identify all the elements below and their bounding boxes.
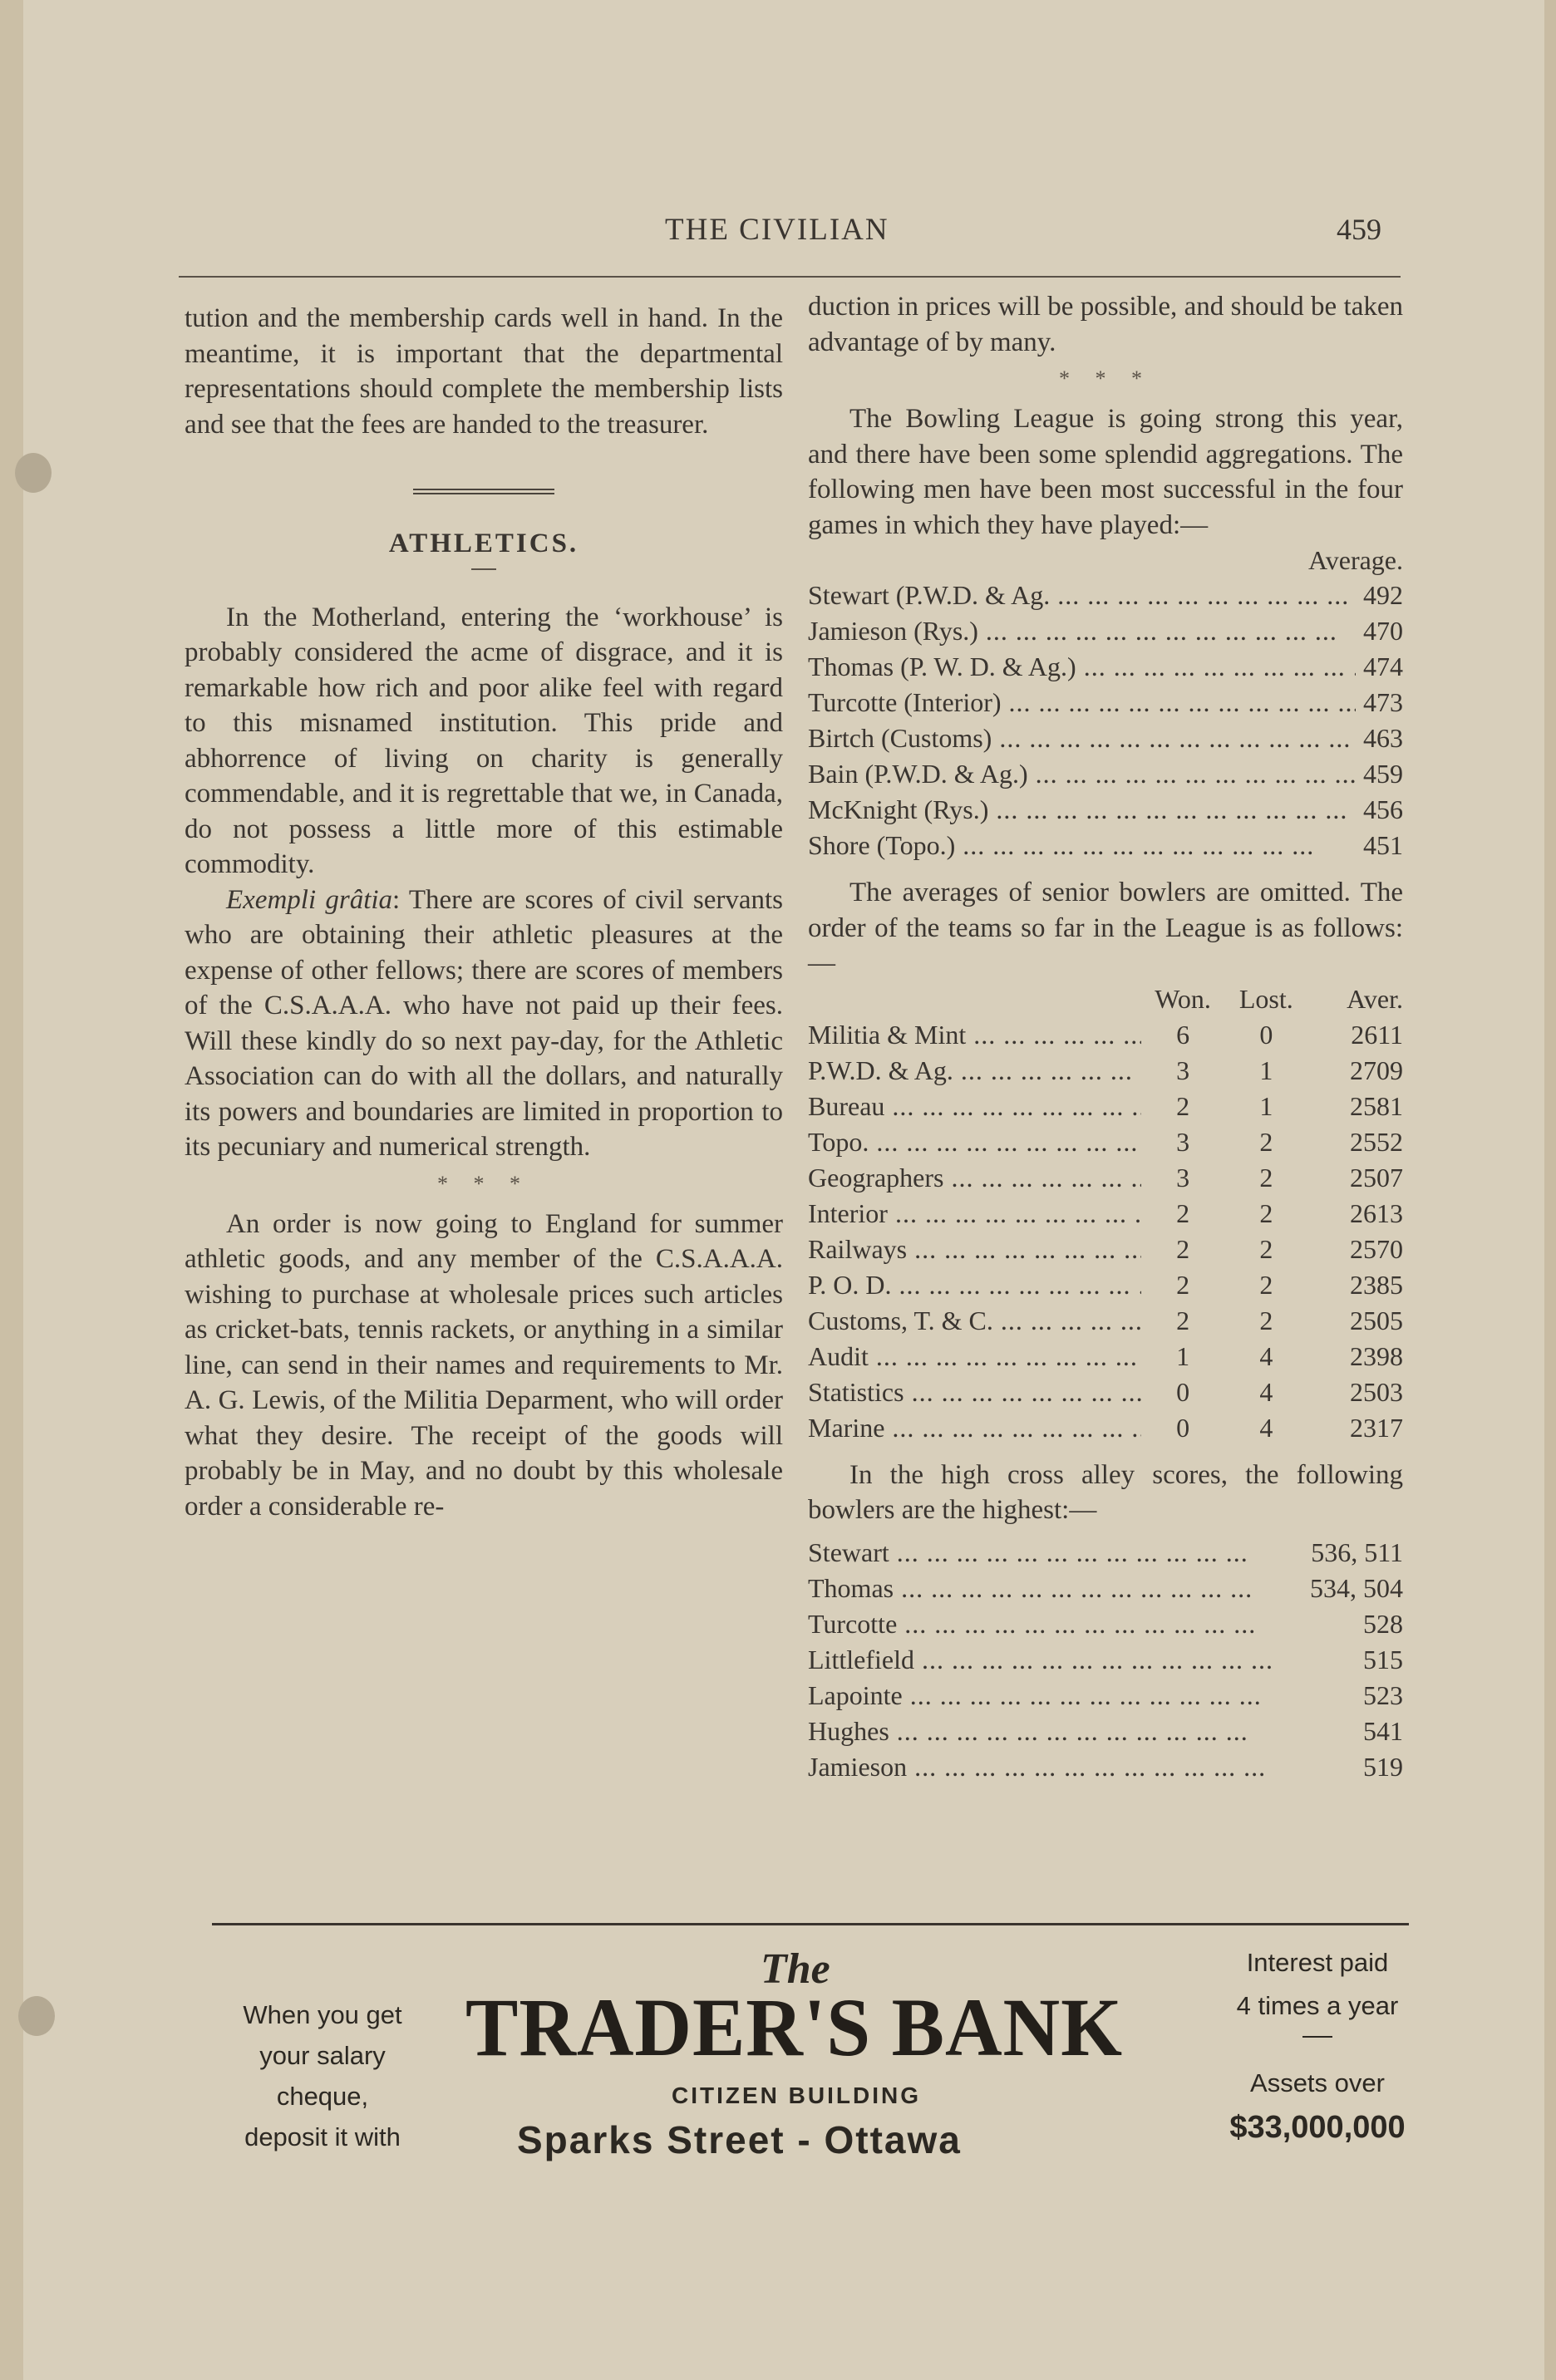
high-score-name-text: Turcotte ... . <box>808 1609 1256 1639</box>
high-score-values: 519 <box>1363 1751 1403 1782</box>
team-won: 2 <box>1176 1233 1190 1264</box>
high-score-row <box>808 1714 1403 1749</box>
ad-left-line: deposit it with <box>244 2122 401 2151</box>
high-score-row <box>808 1678 1403 1714</box>
bowler-name-text: Turcotte (Interior) ... . <box>808 687 1356 717</box>
ad-the: The <box>761 1945 830 1993</box>
athletics-paragraph-1: In the Motherland, entering the ‘workhouse’ is probably considered the acme of disgrace, and it is remarkable how rich and poor alike feel with regard to this misnamed institution. This pride and abhorrence of living on charity is generally commendable, and it is regrettable that we, in Canada, do not possess a little more of this estimable commodity. <box>185 602 783 879</box>
team-lost: 0 <box>1259 1019 1273 1050</box>
assets-label: Assets over <box>1250 2068 1385 2097</box>
team-lost: 2 <box>1259 1269 1273 1300</box>
interest-line-1: Interest paid <box>1246 1948 1389 1977</box>
bowler-averages-table <box>808 578 1403 863</box>
bowler-row <box>808 828 1403 863</box>
team-lost: 2 <box>1259 1162 1273 1192</box>
team-lost: 2 <box>1259 1197 1273 1228</box>
bowler-average: 474 <box>1363 652 1403 681</box>
team-name <box>808 1410 1141 1446</box>
section-divider <box>413 489 554 494</box>
team-lost: 2 <box>1259 1305 1273 1335</box>
bank-building: CITIZEN BUILDING <box>672 2082 921 2108</box>
ad-left-text <box>214 1994 431 2157</box>
bowler-name <box>808 720 1356 756</box>
bowling-intro: The Bowling League is going strong this year, and there have been some splendid aggregations. The following men have been most successful in the four games in which they have played:— <box>808 404 1403 540</box>
team-name <box>808 1089 1141 1124</box>
team-name-text: Railways ... . <box>808 1234 1141 1264</box>
high-score-row <box>808 1749 1403 1785</box>
team-average: 2552 <box>1350 1126 1403 1157</box>
team-row <box>808 1089 1403 1124</box>
team-name-text: Customs, T. & C. ... . <box>808 1306 1141 1335</box>
bowler-name-text: Birtch (Customs) ... . <box>808 723 1351 753</box>
high-score-name-text: Littlefield ... . <box>808 1645 1273 1674</box>
team-row <box>808 1017 1403 1053</box>
bowler-name-text: Stewart (P.W.D. & Ag. ... . <box>808 580 1356 610</box>
high-score-name-text: Hughes ... . <box>808 1716 1248 1746</box>
team-name-text: Geographers ... . <box>808 1163 1141 1192</box>
high-score-row <box>808 1571 1403 1606</box>
high-score-name <box>808 1535 1297 1571</box>
bowler-name <box>808 756 1356 792</box>
team-name <box>808 1053 1141 1089</box>
assets-amount: $33,000,000 <box>1229 2110 1406 2145</box>
high-score-values: 528 <box>1363 1608 1403 1639</box>
intro-paragraph: tution and the membership cards well in hand. In the meantime, it is important that the departmental representations should complete the membership lists and see that the fees are handed to the treasurer. <box>185 303 783 440</box>
team-name <box>808 1232 1141 1267</box>
continuation-paragraph: duction in prices will be possible, and should be taken advantage of by many. <box>808 292 1403 357</box>
latin-phrase: Exempli grâtia <box>226 884 393 915</box>
bowler-name <box>808 792 1356 828</box>
bowler-name <box>808 828 1356 863</box>
team-row <box>808 1232 1403 1267</box>
team-won: 0 <box>1176 1376 1190 1407</box>
footer-rule <box>212 1923 1409 1925</box>
team-name <box>808 1124 1141 1160</box>
team-lost: 4 <box>1259 1376 1273 1407</box>
team-lost: 4 <box>1259 1412 1273 1443</box>
bowler-average: 473 <box>1363 687 1403 717</box>
team-name-text: Interior ... . <box>808 1198 1141 1228</box>
high-score-name <box>808 1571 1297 1606</box>
team-row <box>808 1124 1403 1160</box>
bowler-row <box>808 685 1403 720</box>
bowler-average: 463 <box>1363 723 1403 753</box>
team-won: 3 <box>1176 1126 1190 1157</box>
high-scores-intro: In the high cross alley scores, the following bowlers are the highest:— <box>808 1459 1403 1525</box>
team-name-text: P.W.D. & Ag. ... . <box>808 1055 1141 1085</box>
ad-left-line: cheque, <box>276 2082 369 2111</box>
ad-left-line: your salary <box>259 2041 386 2070</box>
journal-title: THE CIVILIAN <box>665 213 889 247</box>
high-score-row <box>808 1606 1403 1642</box>
section-heading: ATHLETICS. <box>388 529 579 558</box>
team-lost: 1 <box>1259 1090 1273 1121</box>
team-row <box>808 1303 1403 1339</box>
ad-left-line: When you get <box>243 2000 402 2029</box>
high-score-values: 541 <box>1363 1715 1403 1746</box>
bowler-name <box>808 685 1356 720</box>
high-score-values: 523 <box>1363 1679 1403 1710</box>
team-won: 3 <box>1176 1162 1190 1192</box>
team-name <box>808 1267 1141 1303</box>
section-stars: * * * <box>1059 366 1152 391</box>
bank-address: Sparks Street - Ottawa <box>517 2118 962 2161</box>
athletics-paragraph-2 <box>185 883 783 1165</box>
team-name <box>808 1374 1141 1410</box>
high-score-values: 534, 504 <box>1310 1572 1403 1603</box>
bowler-name <box>808 578 1356 613</box>
team-row <box>808 1196 1403 1232</box>
team-row <box>808 1160 1403 1196</box>
team-name-text: Militia & Mint ... . <box>808 1020 1141 1050</box>
athletics-paragraph-3: An order is now going to England for summer athletic goods, and any member of the C.S.A.A.A. wishing to purchase at wholesale prices such articles as cricket-bats, tennis rackets, or anything in a similar line, can send in their names and requirements to Mr. A. G. Lewis, of the Militia Deparment, who will order what they desire. The receipt of the goods will probably be in May, and no doubt by this wholesale order a considerable re- <box>185 1208 783 1522</box>
section-stars: * * * <box>437 1171 530 1196</box>
high-score-name <box>808 1642 1297 1678</box>
team-won: 2 <box>1176 1197 1190 1228</box>
team-lost: 4 <box>1259 1340 1273 1371</box>
high-score-name-text: Stewart ... . <box>808 1537 1248 1567</box>
bowler-name-text: Jamieson (Rys.) ... . <box>808 616 1337 646</box>
team-row <box>808 1267 1403 1303</box>
header-rule <box>179 276 1401 278</box>
average-col-header: Aver. <box>1347 983 1403 1014</box>
teams-intro: The averages of senior bowlers are omitted. The order of the teams so far in the League is as follows:— <box>808 878 1403 978</box>
team-won: 2 <box>1176 1090 1190 1121</box>
high-score-row <box>808 1535 1403 1571</box>
team-name-text: Marine ... . <box>808 1413 1141 1443</box>
team-average: 2581 <box>1350 1090 1403 1121</box>
team-row <box>808 1410 1403 1446</box>
ad-right-text <box>1209 1936 1426 2152</box>
high-score-values: 536, 511 <box>1311 1537 1403 1567</box>
team-name <box>808 1196 1141 1232</box>
lost-header: Lost. <box>1238 983 1293 1014</box>
team-name-text: Bureau ... . <box>808 1091 1141 1121</box>
team-average: 2611 <box>1351 1019 1403 1050</box>
team-won: 0 <box>1176 1412 1190 1443</box>
team-name-text: Statistics ... . <box>808 1377 1141 1407</box>
high-score-name <box>808 1749 1297 1785</box>
team-average: 2709 <box>1350 1055 1403 1085</box>
bowler-average: 459 <box>1363 759 1403 789</box>
bank-advertisement <box>0 1936 1556 2169</box>
team-standings-table <box>808 981 1403 1446</box>
team-average: 2570 <box>1350 1233 1403 1264</box>
team-won: 3 <box>1176 1055 1190 1085</box>
team-row <box>808 1374 1403 1410</box>
binding-hole <box>15 453 52 493</box>
team-average: 2317 <box>1350 1412 1403 1443</box>
high-score-name-text: Jamieson ... . <box>808 1752 1266 1782</box>
team-won: 1 <box>1176 1340 1190 1371</box>
bowler-row <box>808 613 1403 649</box>
ad-dash <box>1302 2036 1332 2054</box>
heading-dash <box>471 568 496 578</box>
team-name <box>808 1303 1141 1339</box>
bowler-name-text: McKnight (Rys.) ... . <box>808 794 1347 824</box>
high-score-values: 515 <box>1363 1644 1403 1674</box>
team-name <box>808 1339 1141 1374</box>
high-score-name-text: Lapointe ... . <box>808 1680 1262 1710</box>
interest-line-2: 4 times a year <box>1236 1991 1399 2020</box>
team-lost: 2 <box>1259 1126 1273 1157</box>
bowler-name <box>808 613 1356 649</box>
won-header: Won. <box>1155 983 1211 1014</box>
team-name <box>808 1017 1141 1053</box>
right-column <box>808 289 1403 1785</box>
average-header: Average. <box>1308 545 1403 575</box>
team-name <box>808 1160 1141 1196</box>
team-average: 2398 <box>1350 1340 1403 1371</box>
team-row <box>808 1339 1403 1374</box>
team-lost: 2 <box>1259 1233 1273 1264</box>
bowler-name <box>808 649 1356 685</box>
bowler-average: 470 <box>1363 616 1403 646</box>
running-header <box>0 212 1556 253</box>
team-won: 2 <box>1176 1269 1190 1300</box>
bowler-average: 456 <box>1363 794 1403 824</box>
left-column <box>185 301 783 1524</box>
bank-name: TRADER'S BANK <box>465 1981 1123 2073</box>
team-name-text: P. O. D. ... . <box>808 1270 1141 1300</box>
team-name-text: Topo. ... . <box>808 1127 1141 1157</box>
team-average: 2507 <box>1350 1162 1403 1192</box>
high-score-name <box>808 1714 1297 1749</box>
bowler-row <box>808 649 1403 685</box>
bowler-average: 451 <box>1363 830 1403 860</box>
team-average: 2505 <box>1350 1305 1403 1335</box>
bowler-name-text: Shore (Topo.) ... . <box>808 830 1314 860</box>
high-scores-table <box>808 1535 1403 1785</box>
team-average: 2385 <box>1350 1269 1403 1300</box>
team-table-header <box>808 981 1403 1017</box>
team-won: 6 <box>1176 1019 1190 1050</box>
bowler-name-text: Bain (P.W.D. & Ag.) ... . <box>808 759 1356 789</box>
high-score-name-text: Thomas ... . <box>808 1573 1253 1603</box>
bowler-row <box>808 578 1403 613</box>
team-average: 2613 <box>1350 1197 1403 1228</box>
bowler-row <box>808 720 1403 756</box>
team-lost: 1 <box>1259 1055 1273 1085</box>
high-score-name <box>808 1678 1297 1714</box>
team-row <box>808 1053 1403 1089</box>
bowler-name-text: Thomas (P. W. D. & Ag.) ... . <box>808 652 1356 681</box>
bowler-row <box>808 756 1403 792</box>
paragraph-2-text: : There are scores of civil servants who are obtaining their athletic pleasures at the expense of other fellows; there are scores of members of the C.S.A.A.A. who have not paid up their fees. Will these kindly do so next pay-day, for the Athletic Association can do with all the dollars, and naturally its powers and boundaries are limited in proportion to its pecuniary and numerical strength. <box>185 884 783 1162</box>
team-average: 2503 <box>1350 1376 1403 1407</box>
high-score-row <box>808 1642 1403 1678</box>
page-number: 459 <box>1337 213 1381 246</box>
high-score-name <box>808 1606 1297 1642</box>
team-won: 2 <box>1176 1305 1190 1335</box>
bowler-average: 492 <box>1363 580 1403 610</box>
bowler-row <box>808 792 1403 828</box>
team-name-text: Audit ... . <box>808 1341 1141 1371</box>
